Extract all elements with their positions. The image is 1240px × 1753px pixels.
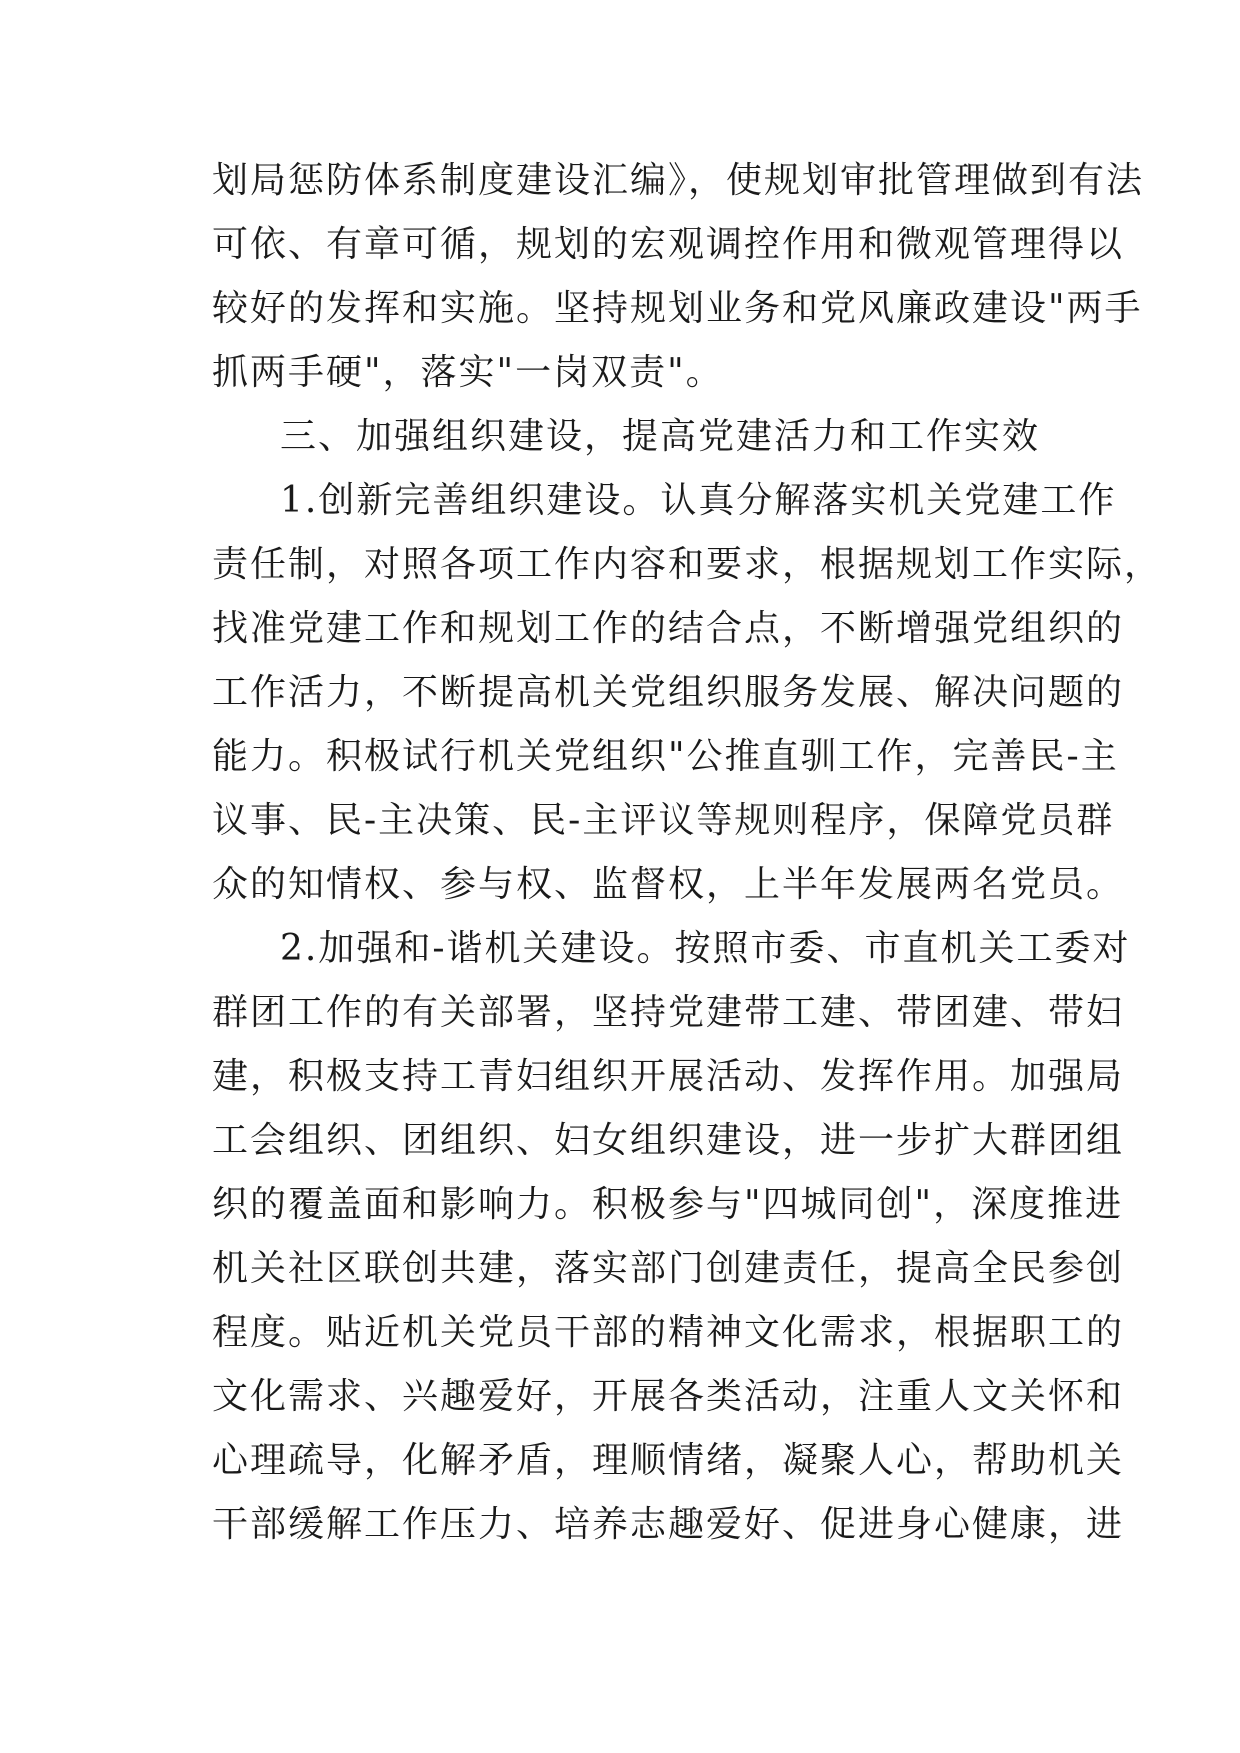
text-line: 工作活力，不断提高机关党组织服务发展、解决问题的	[212, 672, 1125, 713]
paragraph-start: 2.加强和-谐机关建设。按照市委、市直机关工委对	[280, 928, 1131, 969]
text-line: 较好的发挥和实施。坚持规划业务和党风廉政建设"两手	[212, 288, 1143, 329]
text-line: 划局惩防体系制度建设汇编》，使规划审批管理做到有法	[212, 160, 1145, 201]
text-line: 程度。贴近机关党员干部的精神文化需求，根据职工的	[212, 1312, 1125, 1353]
text-line: 众的知情权、参与权、监督权，上半年发展两名党员。	[212, 864, 1125, 905]
section-heading: 三、加强组织建设，提高党建活力和工作实效	[280, 416, 1041, 457]
text-line: 群团工作的有关部署，坚持党建带工建、带团建、带妇	[212, 992, 1125, 1033]
text-line: 文化需求、兴趣爱好，开展各类活动，注重人文关怀和	[212, 1376, 1125, 1417]
paragraph-start: 1.创新完善组织建设。认真分解落实机关党建工作	[280, 480, 1117, 521]
text-line: 责任制，对照各项工作内容和要求，根据规划工作实际，	[212, 544, 1163, 585]
text-line: 可依、有章可循，规划的宏观调控作用和微观管理得以	[212, 224, 1125, 265]
text-line: 织的覆盖面和影响力。积极参与"四城同创"，深度推进	[212, 1184, 1124, 1225]
text-line: 机关社区联创共建，落实部门创建责任，提高全民参创	[212, 1248, 1125, 1289]
text-line: 工会组织、团组织、妇女组织建设，进一步扩大群团组	[212, 1120, 1125, 1161]
text-line: 议事、民-主决策、民-主评议等规则程序，保障党员群	[212, 800, 1115, 841]
text-line: 找准党建工作和规划工作的结合点，不断增强党组织的	[212, 608, 1125, 649]
text-line: 建，积极支持工青妇组织开展活动、发挥作用。加强局	[212, 1056, 1125, 1097]
text-line: 抓两手硬"，落实"一岗双责"。	[212, 352, 724, 393]
text-line: 心理疏导，化解矛盾，理顺情绪，凝聚人心，帮助机关	[212, 1440, 1125, 1481]
text-line: 能力。积极试行机关党组织"公推直驯工作，完善民-主	[212, 736, 1119, 777]
text-line: 干部缓解工作压力、培养志趣爱好、促进身心健康，进	[212, 1504, 1125, 1545]
